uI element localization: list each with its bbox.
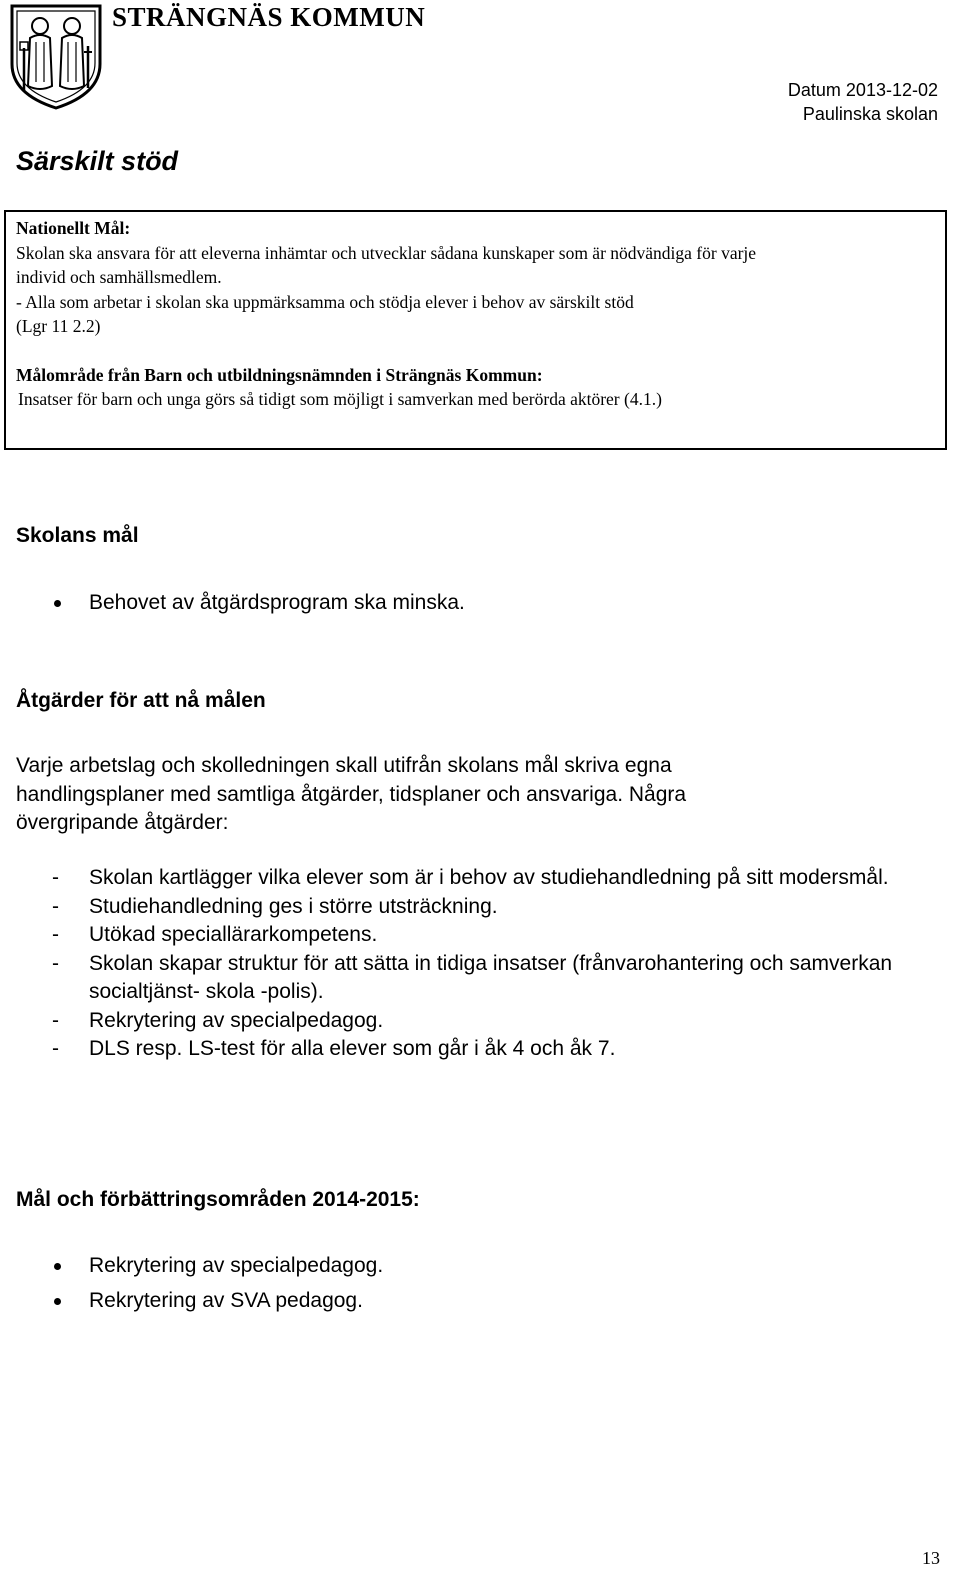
national-goal-reference: (Lgr 11 2.2) — [16, 316, 101, 336]
municipal-crest-logo — [6, 2, 106, 110]
bullet-icon — [54, 1298, 61, 1305]
list-item: - Studiehandledning ges i större utsträckning. — [16, 893, 916, 922]
bullet-icon — [54, 600, 61, 607]
improvements-heading: Mål och förbättringsområden 2014-2015: — [16, 1188, 420, 1211]
list-item: - Utökad speciallärarkompetens. — [16, 921, 916, 950]
dash-icon: - — [52, 951, 59, 975]
page-title: Särskilt stöd — [16, 146, 179, 176]
national-goal-line: Skolan ska ansvara för att eleverna inhämtar och utvecklar sådana kunskaper som är nödvändiga för varje — [16, 242, 757, 263]
national-goal-heading: Nationellt Mål: — [16, 218, 131, 238]
actions-intro: Varje arbetslag och skolledningen skall utifrån skolans mål skriva egna handlingsplaner med samtliga åtgärder, tidsplaner och ansvariga. Några övergripande åtgärder: — [16, 754, 687, 834]
list-item: Rekrytering av SVA pedagog. — [16, 1287, 916, 1316]
actions-list — [16, 864, 916, 1064]
area-goal-text: Insatser för barn och unga görs så tidigt som möjligt i samverkan med berörda aktörer (4.1.) — [18, 389, 662, 409]
actions-heading: Åtgärder för att nå målen — [16, 689, 266, 712]
dash-icon: - — [52, 866, 59, 889]
school-name: Paulinska skolan — [802, 104, 938, 124]
dash-icon: - — [52, 894, 59, 918]
list-item: - Skolan skapar struktur för att sätta in tidiga insatser (frånvarohantering och samverkan socialtjänst- skola -polis). — [52, 951, 893, 1003]
list-item: - Rekrytering av specialpedagog. — [16, 1007, 916, 1036]
page-number: 13 — [922, 1548, 940, 1568]
document-date: Datum 2013-12-02 — [787, 80, 938, 100]
list-item: - Skolan kartlägger vilka elever som är i behov av studiehandledning på sitt modersmål. — [16, 864, 916, 893]
dash-icon: - — [52, 923, 59, 946]
improvements-list — [16, 1252, 916, 1321]
list-item: - DLS resp. LS-test för alla elever som går i åk 4 och åk 7. — [16, 1035, 916, 1064]
goals-box — [4, 210, 947, 450]
document-meta — [788, 78, 938, 126]
list-item: Rekrytering av specialpedagog. — [16, 1252, 916, 1281]
school-goals-list — [16, 589, 916, 618]
dash-icon: - — [52, 1037, 59, 1060]
list-item: Behovet av åtgärdsprogram ska minska. — [16, 589, 916, 618]
organization-name: STRÄNGNÄS KOMMUN — [112, 2, 426, 32]
national-goal-line: individ och samhällsmedlem. — [16, 267, 222, 287]
area-goal-heading: Målområde från Barn och utbildningsnämnden i Strängnäs Kommun: — [16, 364, 543, 385]
national-goal-line: - Alla som arbetar i skolan ska uppmärksamma och stödja elever i behov av särskilt stöd — [16, 291, 634, 312]
dash-icon: - — [52, 1008, 59, 1032]
bullet-icon — [54, 1263, 61, 1270]
school-goals-heading: Skolans mål — [16, 524, 139, 547]
